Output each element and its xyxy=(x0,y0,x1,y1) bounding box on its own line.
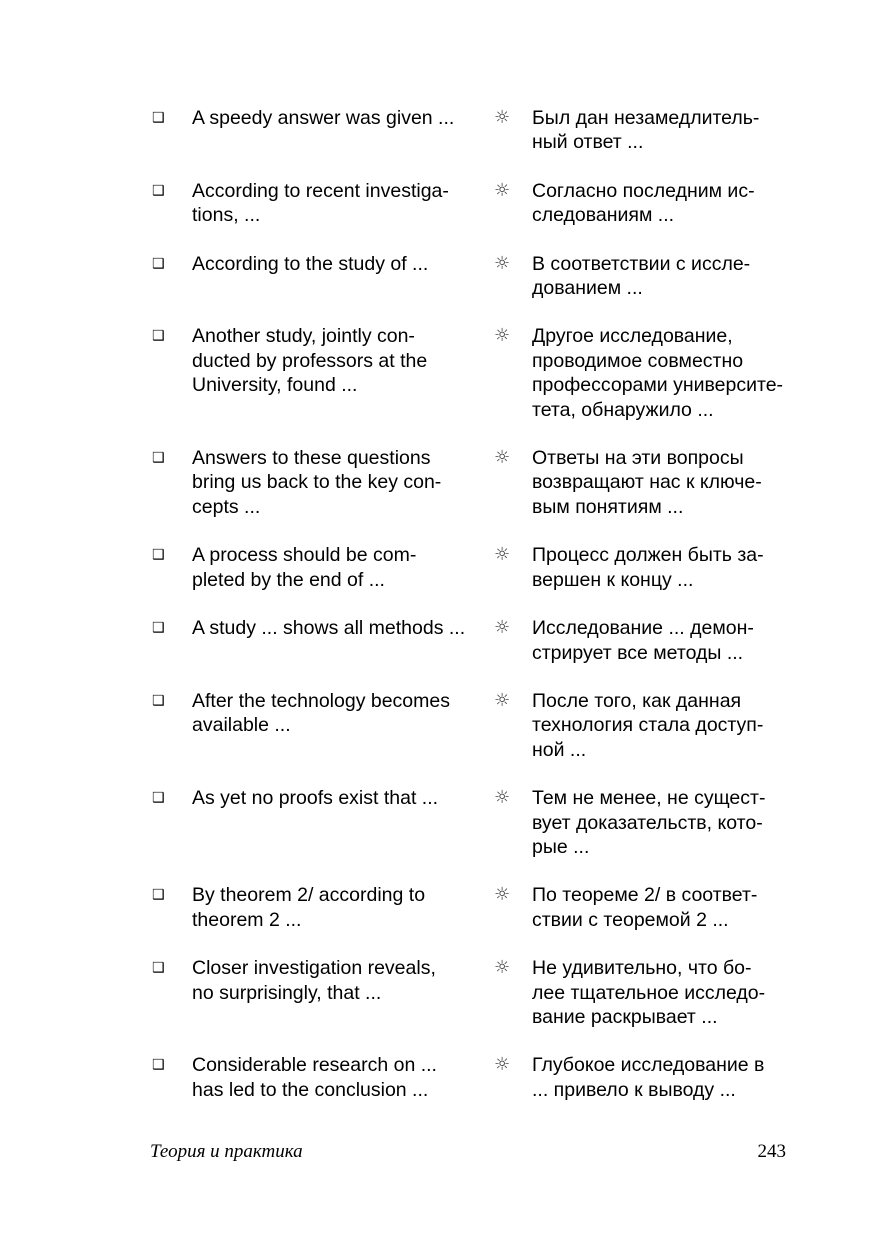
checkbox-square-icon: ❑ xyxy=(152,692,165,709)
checkbox-square-icon: ❑ xyxy=(152,887,165,904)
sun-icon: ☼ xyxy=(494,689,511,711)
russian-phrase: По теореме 2/ в соответ- ствии с теоремой 2 ... xyxy=(532,884,758,931)
phrase-row xyxy=(150,689,790,762)
russian-phrase: Тем не менее, не сущест- вует доказательств, кото- рые ... xyxy=(532,787,766,858)
checkbox-square-icon: ❑ xyxy=(152,1057,165,1074)
checkbox-square-icon: ❑ xyxy=(152,328,165,345)
sun-icon: ☼ xyxy=(494,544,511,566)
phrase-row xyxy=(150,179,790,228)
page-number: 243 xyxy=(757,1141,786,1162)
sun-icon: ☼ xyxy=(494,325,511,347)
english-phrase: As yet no proofs exist that ... xyxy=(192,787,439,810)
english-phrase: According to the study of ... xyxy=(192,252,429,275)
phrase-list xyxy=(150,106,790,1102)
checkbox-square-icon: ❑ xyxy=(152,182,165,199)
checkbox-square-icon: ❑ xyxy=(152,255,165,272)
russian-phrase: Не удивительно, что бо- лее тщательное исследо- вание раскрывает ... xyxy=(532,957,766,1028)
russian-phrase: После того, как данная технология стала доступ- ной ... xyxy=(532,689,764,761)
sun-icon: ☼ xyxy=(494,884,511,906)
checkbox-square-icon: ❑ xyxy=(152,790,165,807)
phrase-row xyxy=(150,106,790,155)
english-phrase: A speedy answer was given ... xyxy=(192,107,455,129)
sun-icon: ☼ xyxy=(494,107,511,128)
footer-title: Теория и практика xyxy=(150,1141,303,1162)
checkbox-square-icon: ❑ xyxy=(152,450,165,467)
phrase-row xyxy=(150,324,790,422)
sun-icon: ☼ xyxy=(494,1054,511,1076)
russian-phrase: Другое исследование, проводимое совместно профессорами университе- тета, обнаружило ... xyxy=(532,325,784,421)
phrase-row xyxy=(150,252,790,301)
sun-icon: ☼ xyxy=(494,787,511,809)
sun-icon: ☼ xyxy=(494,179,511,201)
english-phrase: According to recent investiga- tions, ... xyxy=(192,179,449,227)
russian-phrase: Был дан незамедлитель- ный ответ ... xyxy=(532,107,760,154)
phrase-row xyxy=(150,883,790,932)
phrase-row xyxy=(150,786,790,859)
russian-phrase: В соответствии с иссле- дованием ... xyxy=(532,252,751,300)
english-phrase: After the technology becomes available ... xyxy=(192,689,450,737)
russian-phrase: Согласно последним ис- следованиям ... xyxy=(532,179,755,227)
sun-icon: ☼ xyxy=(494,252,511,274)
phrase-row xyxy=(150,543,790,592)
russian-phrase: Глубокое исследование в ... привело к выводу ... xyxy=(532,1054,765,1101)
russian-phrase: Исследование ... демон- стрирует все методы ... xyxy=(532,617,754,664)
sun-icon: ☼ xyxy=(494,957,511,979)
english-phrase: Answers to these questions bring us back to the key con- cepts ... xyxy=(192,447,442,518)
english-phrase: By theorem 2/ according to theorem 2 ... xyxy=(192,884,426,931)
phrase-row xyxy=(150,956,790,1029)
checkbox-square-icon: ❑ xyxy=(152,620,165,637)
checkbox-square-icon: ❑ xyxy=(152,110,165,126)
checkbox-square-icon: ❑ xyxy=(152,960,165,977)
english-phrase: Another study, jointly con- ducted by professors at the University, found ... xyxy=(192,325,428,397)
english-phrase: Considerable research on ... has led to the conclusion ... xyxy=(192,1054,437,1101)
page-footer xyxy=(150,1141,786,1163)
phrase-row xyxy=(150,1053,790,1102)
english-phrase: Closer investigation reveals, no surprisingly, that ... xyxy=(192,957,436,1004)
russian-phrase: Процесс должен быть за- вершен к концу ... xyxy=(532,544,764,591)
phrase-row xyxy=(150,446,790,519)
sun-icon: ☼ xyxy=(494,447,511,469)
checkbox-square-icon: ❑ xyxy=(152,547,165,564)
russian-phrase: Ответы на эти вопросы возвращают нас к ключе- вым понятиям ... xyxy=(532,447,762,518)
phrase-row xyxy=(150,616,790,665)
sun-icon: ☼ xyxy=(494,617,511,639)
english-phrase: A process should be com- pleted by the end of ... xyxy=(192,544,417,591)
english-phrase: A study ... shows all methods ... xyxy=(192,617,466,640)
